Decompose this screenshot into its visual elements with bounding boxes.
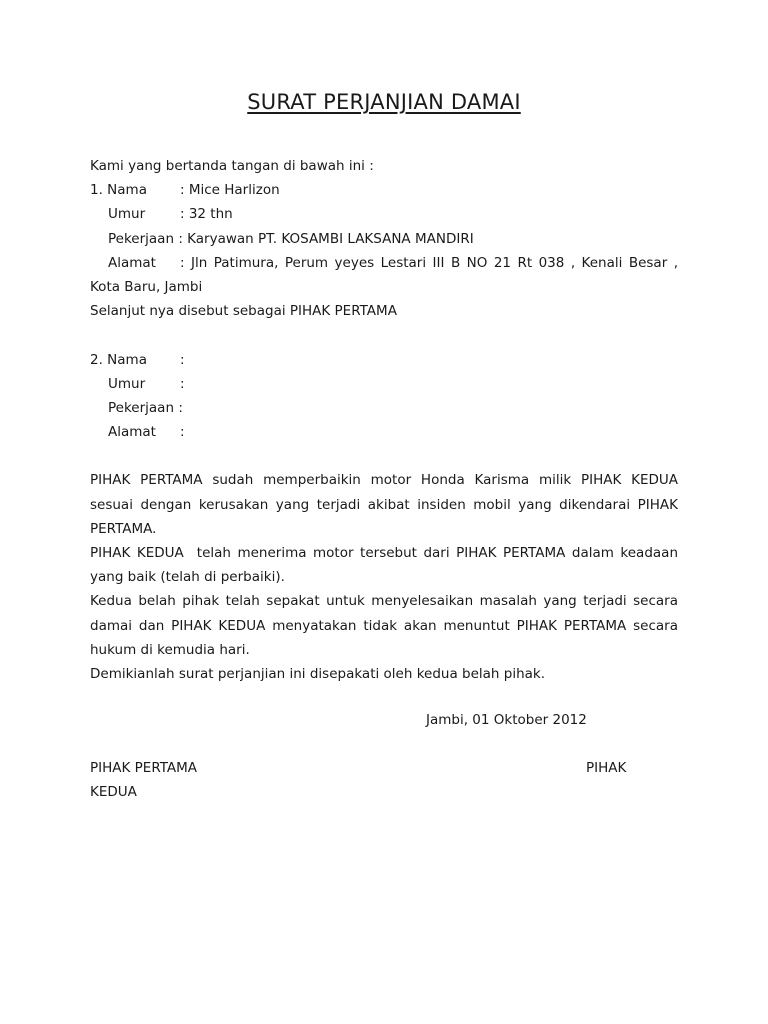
party2-name-value: : — [180, 351, 185, 368]
paragraph-1-line-3: PERTAMA. — [90, 520, 157, 537]
paragraph-2-line-2: yang baik (telah di perbaiki). — [90, 569, 285, 586]
party1-address-value: : Jln Patimura, Perum yeyes Lestari III B NO 21 Rt 038 , Kenali Besar , — [180, 254, 678, 271]
paragraph-3-line-3: hukum di kemudia hari. — [90, 641, 250, 658]
party1-address-cont: Kota Baru, Jambi — [90, 278, 203, 295]
party2-name-row — [90, 348, 678, 372]
party2-address-row — [90, 420, 678, 444]
party1-name-row — [90, 178, 678, 202]
party1-job-row — [90, 227, 678, 251]
party2-job-label: Pekerjaan — [108, 399, 175, 416]
party2-address-label: Alamat — [108, 424, 156, 441]
party2-age-row — [90, 372, 678, 396]
party1-name-value: : Mice Harlizon — [180, 182, 280, 199]
party2-age-label: Umur — [108, 375, 146, 392]
party1-address-row — [90, 251, 678, 275]
intro-line: Kami yang bertanda tangan di bawah ini : — [90, 158, 374, 174]
paragraph-2-line-1: PIHAK KEDUA telah menerima motor tersebut dari PIHAK PERTAMA dalam keadaan — [90, 545, 678, 561]
party1-age-label: Umur — [108, 206, 146, 223]
party2-address-value: : — [180, 424, 185, 441]
party1-job-label: Pekerjaan — [108, 230, 175, 247]
signature-party1-label: PIHAK PERTAMA — [90, 760, 198, 776]
party1-job-value: : Karyawan PT. KOSAMBI LAKSANA MANDIRI — [178, 230, 474, 247]
signature-party2-label: PIHAK — [586, 760, 627, 776]
party2-job-value: : — [178, 399, 183, 416]
party2-age-value: : — [180, 375, 185, 392]
paragraph-1-line-1: PIHAK PERTAMA sudah memperbaikin motor Honda Karisma milik PIHAK KEDUA — [90, 472, 678, 489]
document-title: SURAT PERJANJIAN DAMAI — [247, 90, 521, 114]
paragraph-1-line-2: sesuai dengan kerusakan yang terjadi akibat insiden mobil yang dikendarai PIHAK — [90, 496, 678, 513]
signature-party2-label-wrap: KEDUA — [90, 784, 137, 800]
party1-address-label: Alamat — [108, 254, 156, 271]
spacer — [90, 444, 678, 468]
party2-job-row — [90, 396, 678, 420]
party2-name-label: 2. Nama — [90, 351, 147, 368]
spacer — [90, 323, 678, 347]
document-body — [90, 154, 678, 686]
party1-designation: Selanjut nya disebut sebagai PIHAK PERTAMA — [90, 303, 397, 320]
paragraph-4-line-1: Demikianlah surat perjanjian ini disepakati oleh kedua belah pihak. — [90, 665, 546, 682]
place-date: Jambi, 01 Oktober 2012 — [426, 712, 587, 728]
party1-name-label: 1. Nama — [90, 182, 147, 199]
party1-age-value: : 32 thn — [180, 206, 233, 223]
paragraph-3-line-2: damai dan PIHAK KEDUA menyatakan tidak akan menuntut PIHAK PERTAMA secara — [90, 617, 678, 634]
party1-age-row — [90, 202, 678, 226]
paragraph-3-line-1: Kedua belah pihak telah sepakat untuk menyelesaikan masalah yang terjadi secara — [90, 593, 678, 610]
